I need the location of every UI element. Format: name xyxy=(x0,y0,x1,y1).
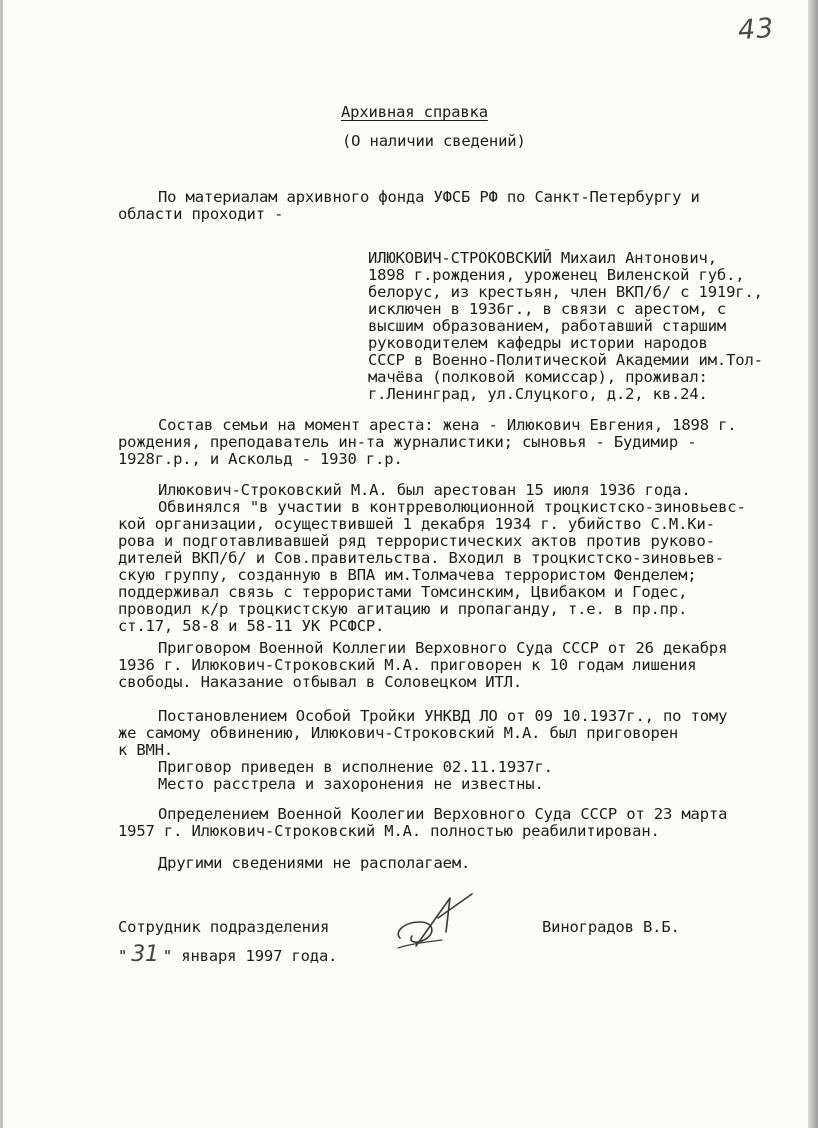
arrest-line: кой организации, осуществившей 1 декабря 1934 г. убийство С.М.Ки- xyxy=(118,515,715,533)
person-line: ИЛЮКОВИЧ-СТРОКОВСКИЙ Михаил Антонович, xyxy=(368,249,717,267)
person-line: г.Ленинград, ул.Слуцкого, д.2, кв.24. xyxy=(368,385,708,403)
person-line: 1898 г.рождения, уроженец Виленской губ., xyxy=(368,266,745,284)
person-line: исключен в 1936г., в связи с арестом, с xyxy=(368,300,727,318)
person-line: мачёва (полковой комиссар), проживал: xyxy=(368,368,708,386)
sentence-line: свободы. Наказание отбывал в Соловецком ИТЛ. xyxy=(118,673,522,691)
person-line: белорус, из крестьян, член ВКП/б/ с 1919г., xyxy=(368,283,763,301)
arrest-line: проводил к/р троцкистскую агитацию и пропаганду, т.е. в пр.пр. xyxy=(118,600,688,618)
arrest-line: скую группу, созданную в ВПА им.Толмачева террористом Фенделем; xyxy=(118,566,697,584)
arrest-line: ст.17, 58-8 и 58-11 УК РСФСР. xyxy=(118,617,385,635)
person-line: СССР в Военно-Политической Академии им.Тол- xyxy=(368,351,763,369)
intro-line: По материалам архивного фонда УФСБ РФ по Санкт-Петербургу и xyxy=(158,188,700,206)
date-quote: " xyxy=(162,947,173,965)
scan-edge-right xyxy=(808,0,818,1128)
rehabilitation-line: Определением Военной Коолегии Верховного Суда СССР от 23 марта xyxy=(158,805,728,823)
date-day: 31 xyxy=(131,942,159,967)
execution-line: к ВМН. xyxy=(118,741,174,759)
intro-line: области проходит - xyxy=(118,205,284,223)
sentence-line: Приговором Военной Коллегии Верховного Суда СССР от 26 декабря xyxy=(158,639,728,657)
closing-statement: Другими сведениями не располагаем. xyxy=(158,854,471,872)
execution-line: же самому обвинению, Илюкович-Строковский М.А. был приговорен xyxy=(118,724,679,742)
page-number: 43 xyxy=(736,12,776,47)
date-rest: января 1997 года. xyxy=(181,947,338,965)
arrest-line: поддерживал связь с террористами Томсинским, Цвибаком и Годес, xyxy=(118,583,688,601)
handwritten-signature xyxy=(390,892,474,956)
document-subtitle: (О наличии сведений) xyxy=(342,132,526,150)
signatory-name: Виноградов В.Б. xyxy=(542,918,680,936)
arrest-line: Обвинялся "в участии в контрреволюционной троцкистско-зиновьевс- xyxy=(158,498,746,516)
arrest-line: дителей ВКП/б/ и Сов.правительства. Входил в троцкистско-зиновьев- xyxy=(118,549,724,567)
family-line: 1928г.р., и Аскольд - 1930 г.р. xyxy=(118,450,403,468)
document-title: Архивная справка xyxy=(341,103,488,121)
rehabilitation-line: 1957 г. Илюкович-Строковский М.А. полностью реабилитирован. xyxy=(118,822,660,840)
document-date xyxy=(118,942,338,967)
date-quote: " xyxy=(118,947,128,965)
person-line: руководителем кафедры истории народов xyxy=(368,334,708,352)
signatory-position: Сотрудник подразделения xyxy=(118,918,330,936)
execution-line: Приговор приведен в исполнение 02.11.1937г. xyxy=(158,758,553,776)
execution-line: Место расстрела и захоронения не известны. xyxy=(158,775,544,793)
family-line: рождения, преподаватель ин-та журналистики; сыновья - Будимир - xyxy=(118,433,697,451)
person-line: высшим образованием, работавший старшим xyxy=(368,317,727,335)
family-line: Состав семьи на момент ареста: жена - Илюкович Евгения, 1898 г. xyxy=(158,416,737,434)
arrest-line: Илюкович-Строковский М.А. был арестован 15 июля 1936 года. xyxy=(158,481,691,499)
execution-line: Постановлением Особой Тройки УНКВД ЛО от 09 10.1937г., по тому xyxy=(158,707,728,725)
arrest-line: рова и подготавливавшей ряд террористических актов против руково- xyxy=(118,532,715,550)
sentence-line: 1936 г. Илюкович-Строковский М.А. приговорен к 10 годам лишения xyxy=(118,656,697,674)
scan-edge-left xyxy=(0,0,3,1128)
